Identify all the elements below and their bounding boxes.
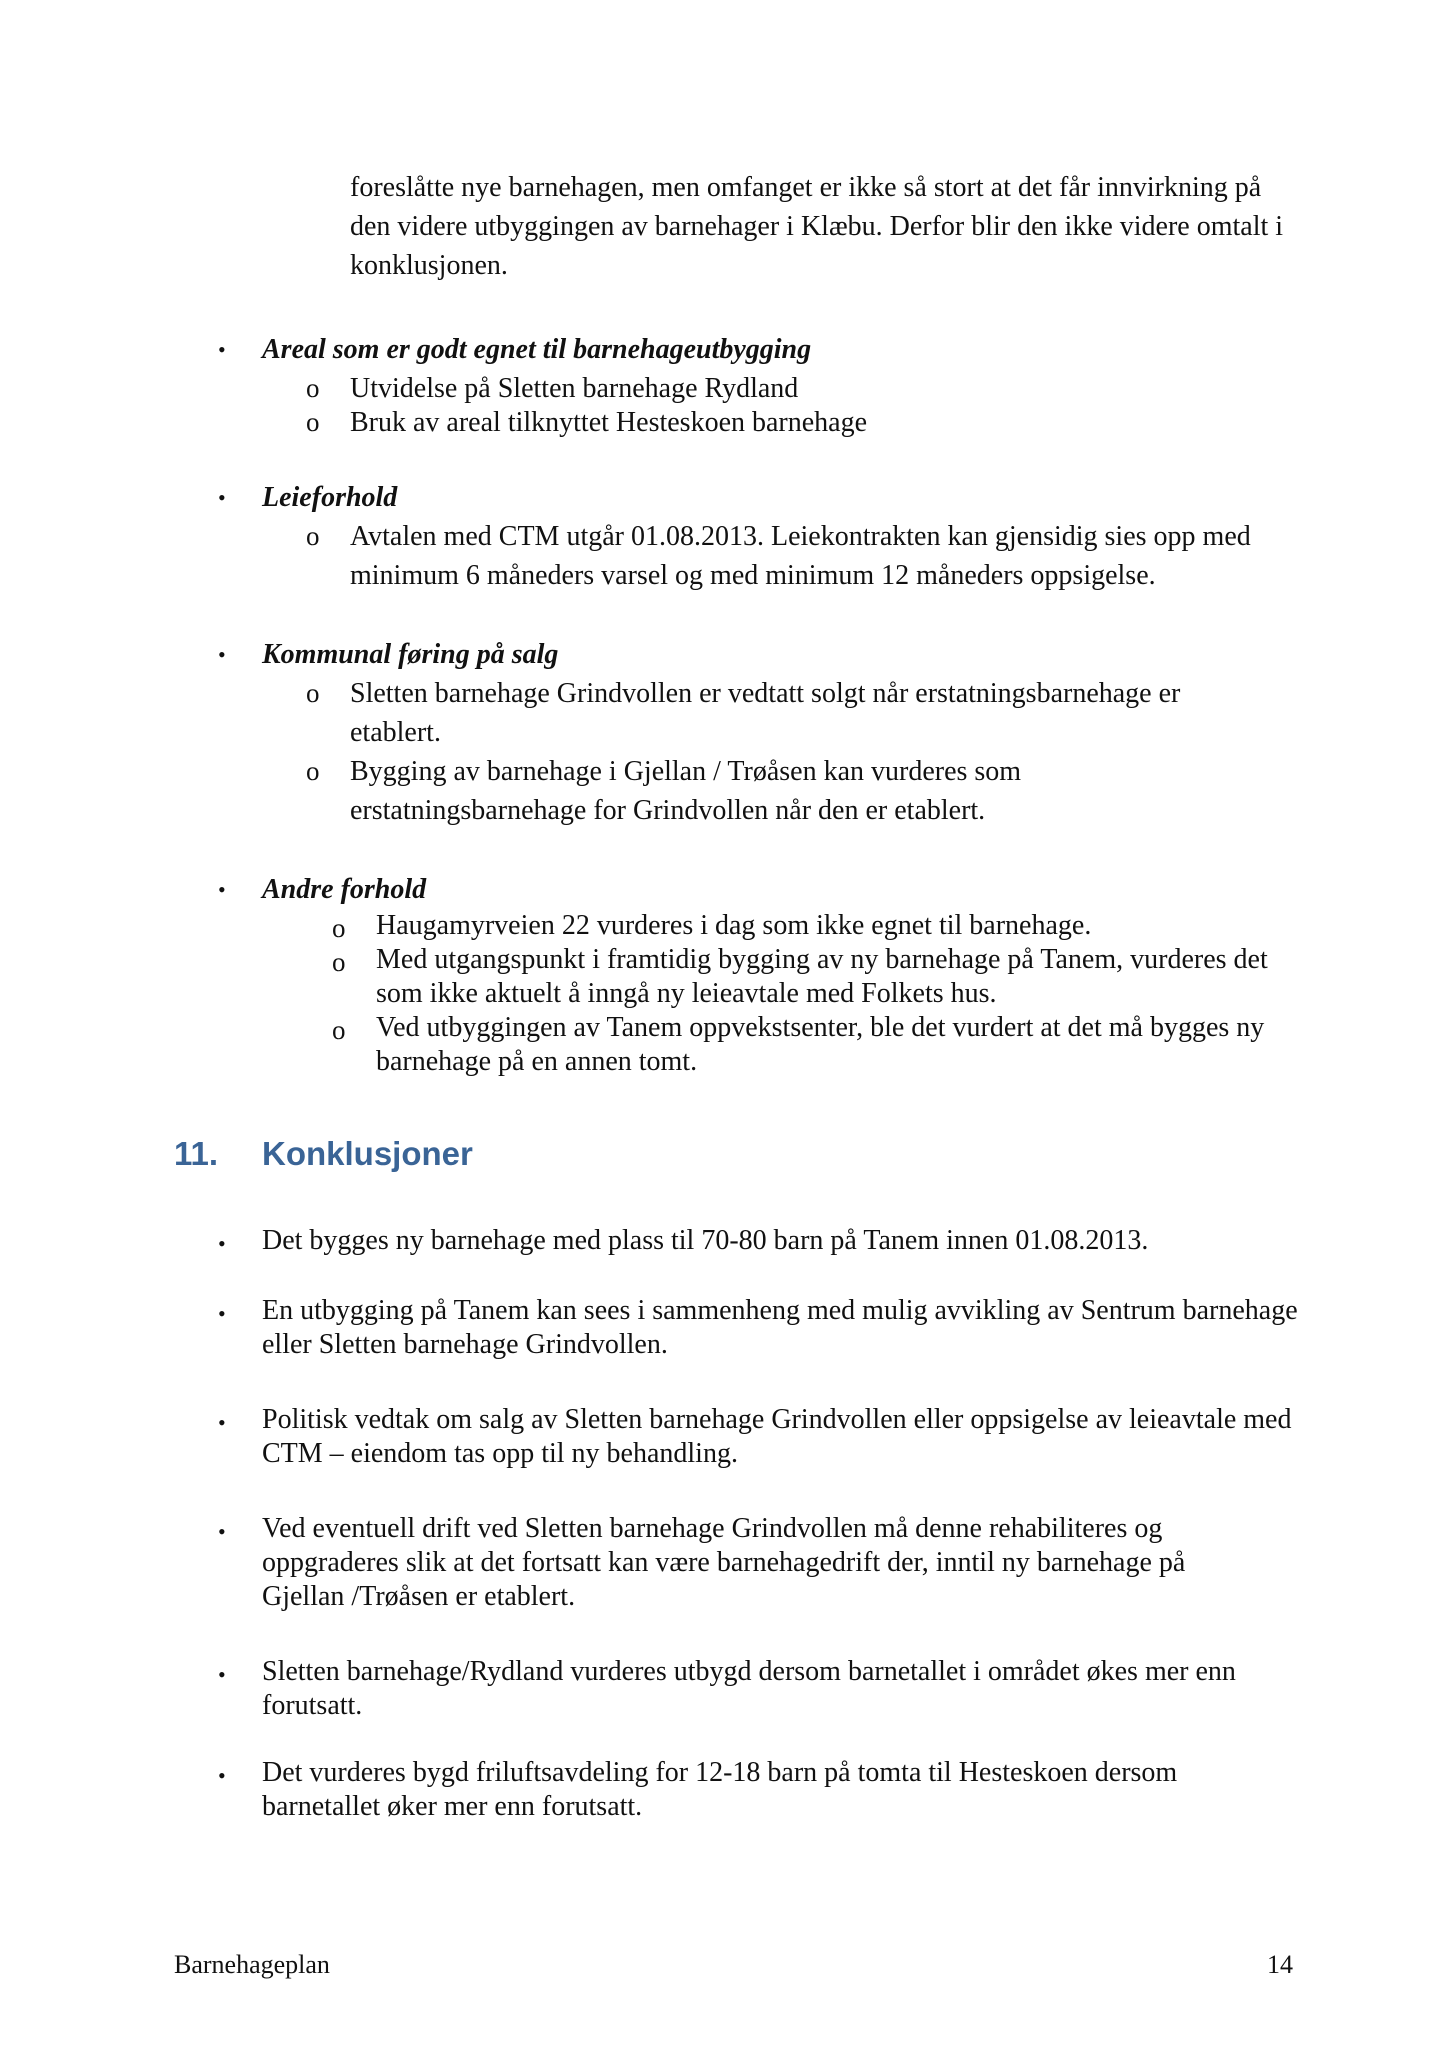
bullet-marker: • — [218, 1410, 226, 1435]
conclusion-item: Politisk vedtak om salg av Sletten barnehage Grindvollen eller oppsigelse av leieavtale med CTM – eiendom tas opp til ny behandling. — [262, 1404, 1292, 1469]
topic-item: Bruk av areal tilknyttet Hesteskoen barnehage — [350, 407, 868, 438]
conclusion-item: Ved eventuell drift ved Sletten barnehage Grindvollen må denne rehabiliteres og oppgraderes slik at det fortsatt kan være barnehagedrift der, inntil ny barnehage på Gjellan /Trøåsen er etablert. — [262, 1513, 1186, 1612]
topic-title-leieforhold: Leieforhold — [262, 482, 398, 513]
topic-title-areal: Areal som er godt egnet til barnehageutbygging — [262, 334, 812, 365]
topic-item: Sletten barnehage Grindvollen er vedtatt solgt når erstatningsbarnehage er etablert. — [350, 678, 1181, 748]
bullet-marker: • — [218, 877, 226, 902]
bullet-marker: • — [218, 1231, 226, 1256]
topic-item: Med utgangspunkt i framtidig bygging av ny barnehage på Tanem, vurderes det som ikke aktuelt å inngå ny leieavtale med Folkets hus. — [376, 944, 1268, 1009]
bullet-marker: • — [218, 642, 226, 667]
sub-marker: o — [332, 913, 346, 943]
bullet-marker: • — [218, 1301, 226, 1326]
conclusion-item: Det vurderes bygd friluftsavdeling for 12-18 barn på tomta til Hesteskoen dersom barnetallet øker mer enn forutsatt. — [262, 1757, 1178, 1822]
footer-document-title: Barnehageplan — [174, 1950, 330, 1979]
bullet-marker: • — [218, 1763, 226, 1788]
sub-marker: o — [332, 1015, 346, 1045]
bullet-marker: • — [218, 485, 226, 510]
topic-title-andre: Andre forhold — [262, 874, 427, 905]
sub-marker: o — [306, 678, 320, 708]
footer-page-number: 14 — [1267, 1950, 1293, 1979]
bullet-marker: • — [218, 1519, 226, 1544]
sub-marker: o — [306, 373, 320, 403]
bullet-marker: • — [218, 337, 226, 362]
topic-item: Haugamyrveien 22 vurderes i dag som ikke egnet til barnehage. — [376, 910, 1092, 941]
conclusion-item: En utbygging på Tanem kan sees i sammenheng med mulig avvikling av Sentrum barnehage eller Sletten barnehage Grindvollen. — [262, 1295, 1298, 1360]
sub-marker: o — [306, 756, 320, 786]
conclusion-item: Sletten barnehage/Rydland vurderes utbygd dersom barnetallet i området økes mer enn forutsatt. — [262, 1656, 1236, 1721]
sub-marker: o — [306, 407, 320, 437]
topic-item: Utvidelse på Sletten barnehage Rydland — [350, 373, 799, 404]
section-title: Konklusjoner — [262, 1135, 473, 1172]
topic-title-kommunal: Kommunal føring på salg — [262, 639, 559, 670]
topic-item: Ved utbyggingen av Tanem oppvekstsenter, ble det vurdert at det må bygges ny barnehage på en annen tomt. — [376, 1012, 1265, 1077]
sub-marker: o — [332, 947, 346, 977]
topic-item: Bygging av barnehage i Gjellan / Trøåsen kan vurderes som erstatningsbarnehage for Grindvollen når den er etablert. — [350, 756, 1022, 826]
sub-marker: o — [306, 521, 320, 551]
intro-paragraph: foreslåtte nye barnehagen, men omfanget er ikke så stort at det får innvirkning på den videre utbyggingen av barnehager i Klæbu. Derfor blir den ikke videre omtalt i konklusjonen. — [350, 172, 1284, 281]
topic-item: Avtalen med CTM utgår 01.08.2013. Leiekontrakten kan gjensidig sies opp med minimum 6 måneders varsel og med minimum 12 måneders oppsigelse. — [350, 521, 1251, 591]
conclusion-item: Det bygges ny barnehage med plass til 70-80 barn på Tanem innen 01.08.2013. — [262, 1225, 1149, 1256]
bullet-marker: • — [218, 1662, 226, 1687]
section-number: 11. — [174, 1135, 219, 1172]
